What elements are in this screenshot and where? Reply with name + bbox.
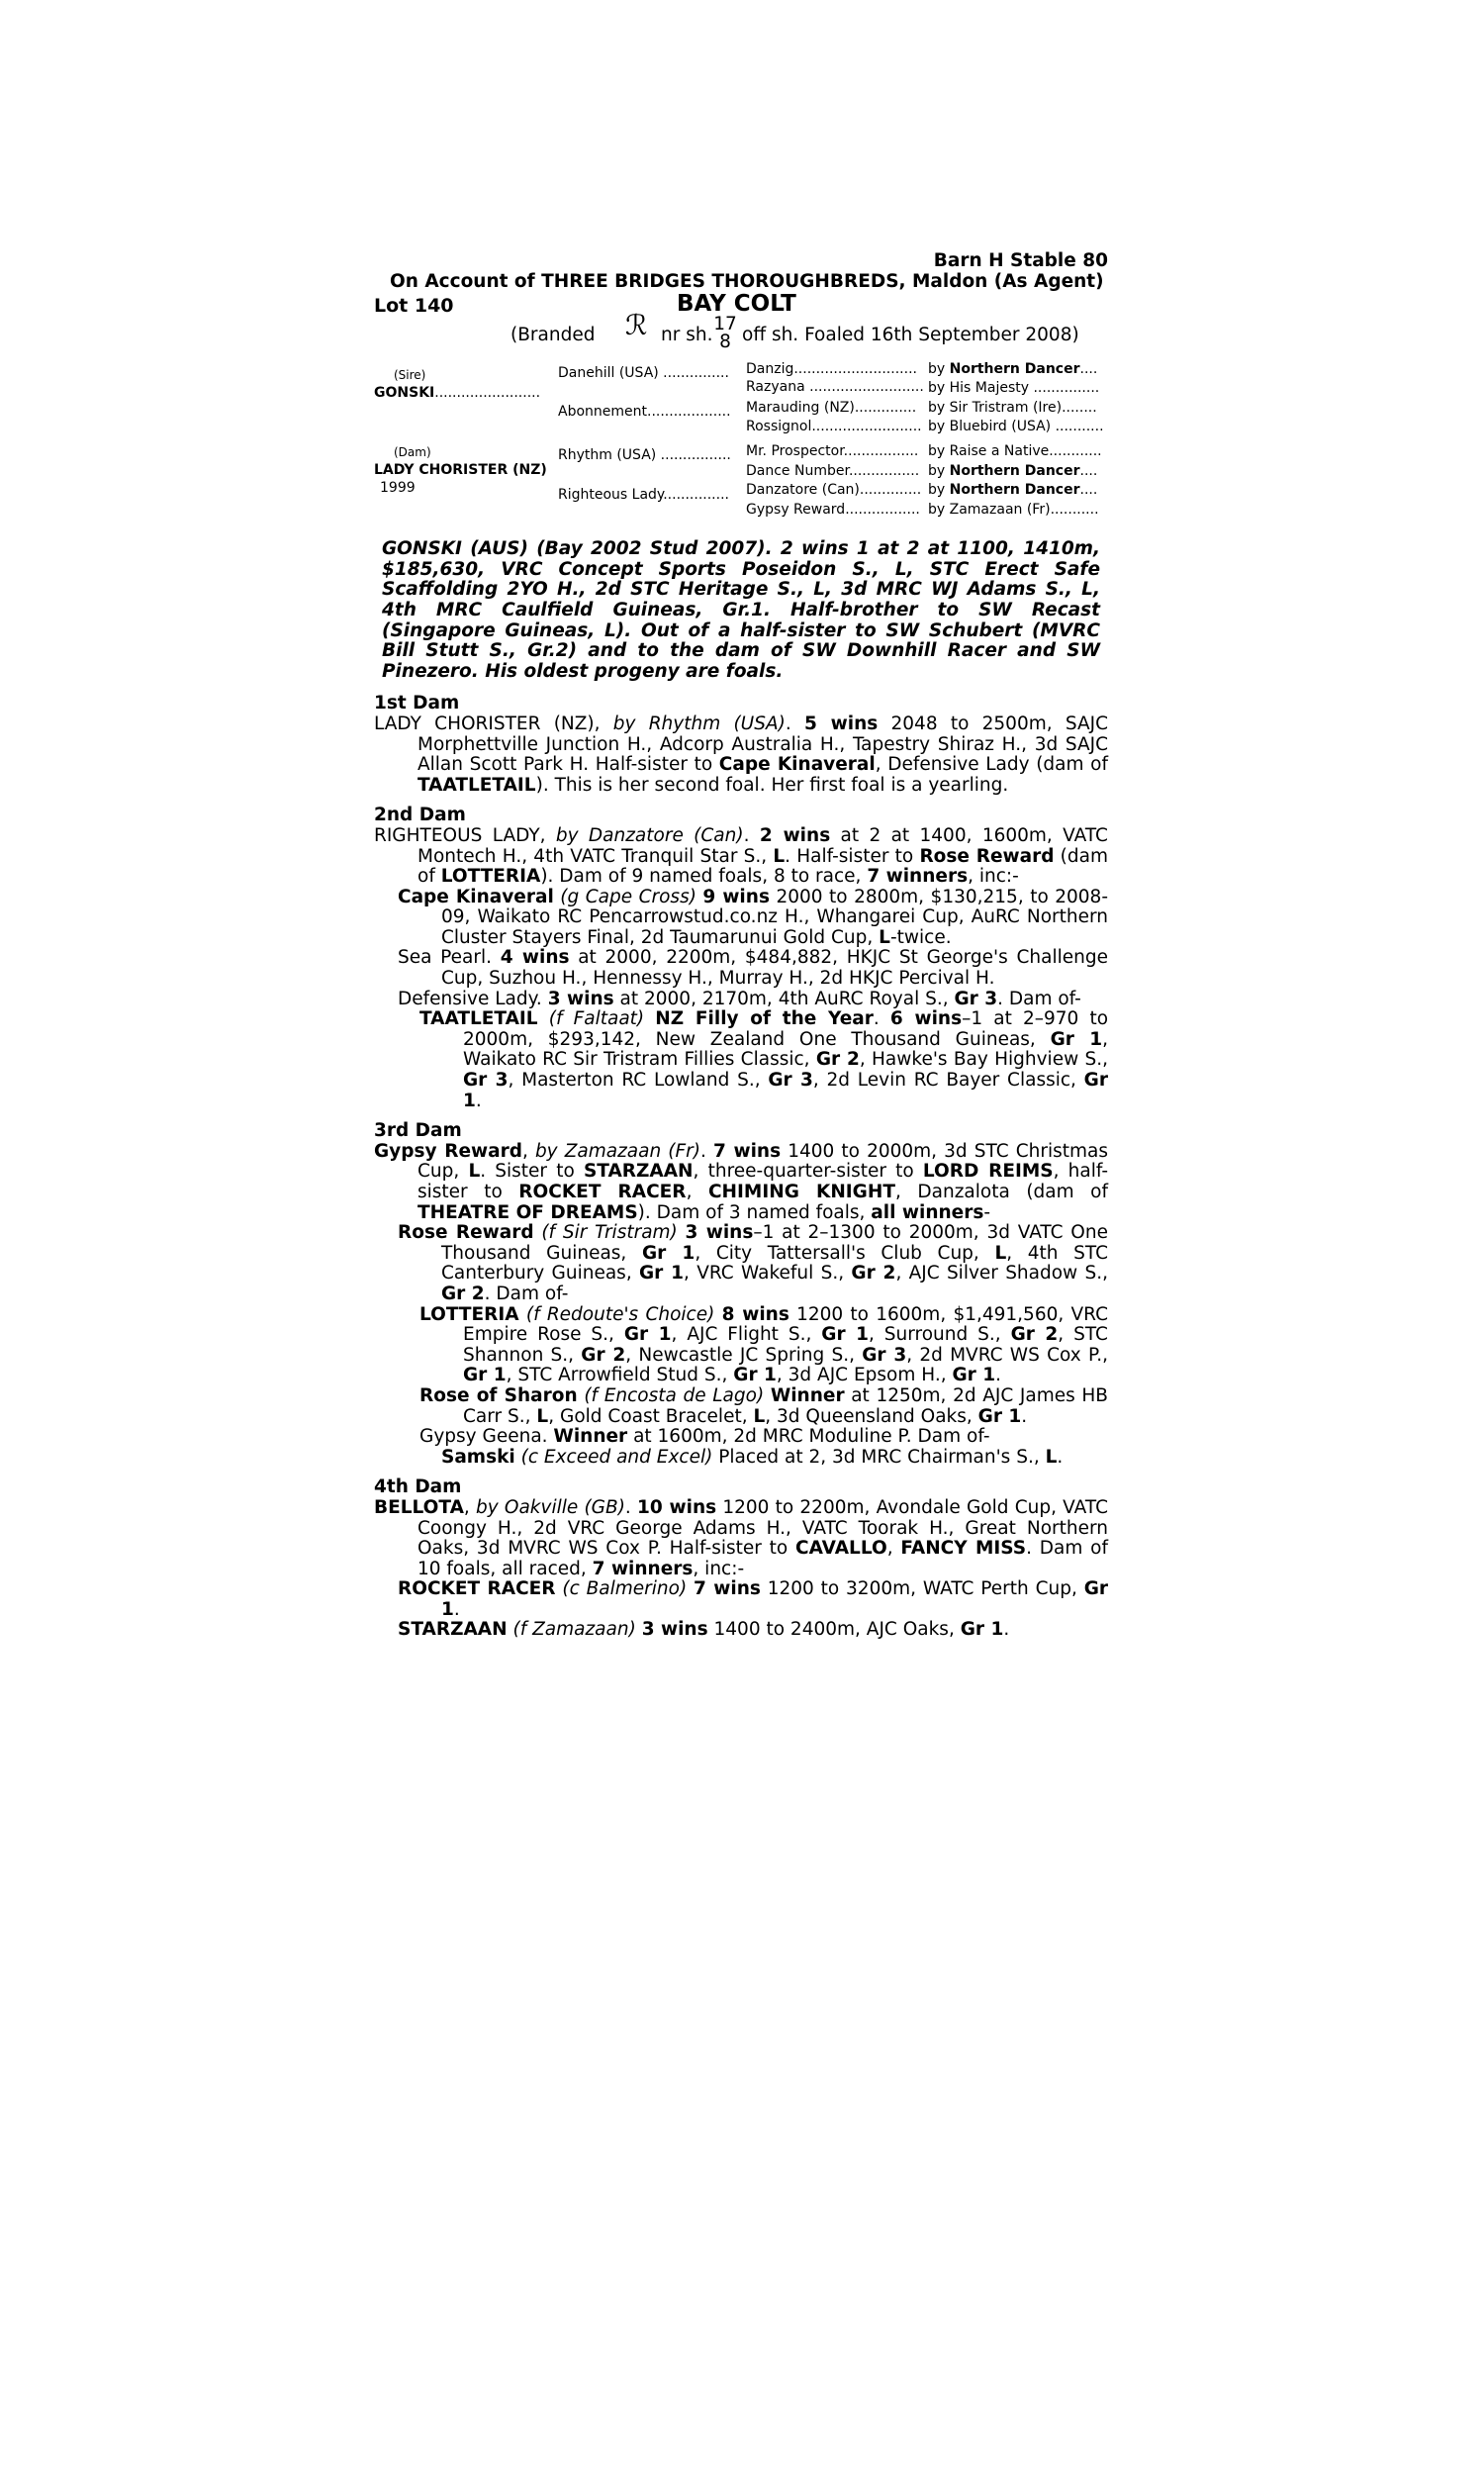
text-run: ,: [463, 1496, 476, 1518]
text-run: CHIMING KNIGHT: [707, 1182, 895, 1202]
gen2-sire-dam: Abonnement...................: [558, 404, 731, 421]
text-run: Gr 1: [441, 1578, 1108, 1620]
text-run: at 1250m, 2d AJC James HB Carr S.,: [463, 1384, 1108, 1427]
text-run: ). Dam of 9 named foals, 8 to race,: [540, 866, 868, 888]
text-run: Gr 1: [733, 1365, 777, 1386]
lot-row: [374, 291, 1108, 320]
pedigree-paragraph: [398, 990, 1108, 1010]
text-run: at 2000, 2170m, 4th AuRC Royal S.,: [613, 988, 955, 1009]
gen4-2: by His Majesty ...............: [928, 380, 1100, 397]
text-run: (dam of: [417, 845, 1108, 888]
text-run: Gr 3: [862, 1344, 907, 1366]
pedigree-paragraph: [419, 1427, 1108, 1448]
text-run: -: [983, 1201, 991, 1223]
text-run: , Danzalota (dam of: [894, 1182, 1108, 1202]
text-run: , Defensive Lady (dam of: [875, 754, 1108, 776]
text-run: by Oakville (GB): [475, 1496, 625, 1518]
text-run: . Dam of-: [484, 1283, 569, 1304]
pedigree-paragraph: [398, 1620, 1108, 1641]
dam-year: 1999: [380, 480, 416, 497]
branded-prefix: (Branded: [510, 325, 596, 346]
text-run: .: [1003, 1619, 1010, 1641]
text-run: 7 winners: [592, 1558, 694, 1579]
gen3-5: Mr. Prospector.................: [746, 443, 919, 460]
text-run: Cape Kinaveral: [718, 754, 876, 776]
text-run: THEATRE OF DREAMS: [417, 1201, 638, 1223]
text-run: ,: [686, 1182, 708, 1202]
text-run: Gr 3: [768, 1070, 813, 1092]
brand-position: nr sh.: [661, 325, 713, 346]
text-run: (c Balmerino): [555, 1578, 695, 1600]
text-run: BELLOTA: [374, 1496, 464, 1518]
text-run: TAATLETAIL: [419, 1008, 538, 1030]
text-run: ). This is her second foal. Her first foal is a yearling.: [535, 774, 1009, 796]
text-run: Gr 1: [639, 1263, 685, 1285]
text-run: Defensive Lady.: [398, 988, 548, 1009]
text-run: .: [995, 1365, 1001, 1386]
text-run: (f Redoute's Choice): [518, 1303, 722, 1325]
pedigree-table: [374, 363, 1108, 520]
gen4-3: by Sir Tristram (Ire)........: [928, 400, 1097, 417]
text-run: 8 wins: [721, 1303, 789, 1325]
text-run: (g Cape Cross): [553, 886, 703, 907]
text-run: Rose of Sharon: [419, 1384, 578, 1406]
foaled-text: off sh. Foaled 16th September 2008): [742, 325, 1079, 346]
text-run: , inc:-: [693, 1558, 745, 1579]
text-run: Gr 1: [952, 1365, 996, 1386]
text-run: Gr 1: [1050, 1028, 1103, 1050]
text-run: L: [879, 926, 890, 948]
sire-name: GONSKI: [374, 385, 435, 402]
text-run: Gr 1: [463, 1365, 507, 1386]
text-run: , AJC Silver Shadow S.,: [895, 1263, 1108, 1285]
text-run: Gr 2: [815, 1049, 860, 1071]
gen3-1: Danzig............................: [746, 361, 917, 378]
text-run: Sea Pearl.: [398, 947, 501, 969]
text-run: Gr 3: [463, 1070, 509, 1092]
text-run: 1200 to 3200m, WATC Perth Cup,: [760, 1578, 1084, 1600]
text-run: Gr 1: [821, 1324, 869, 1346]
text-run: 10 wins: [637, 1496, 717, 1518]
lot-number: Lot 140: [374, 295, 454, 318]
text-run: 5 wins: [803, 713, 879, 734]
sire-entry: [374, 385, 540, 401]
page-title: BAY COLT: [677, 291, 796, 318]
text-run: , Gold Coast Bracelet,: [548, 1405, 754, 1427]
pedigree-paragraph: [374, 826, 1108, 888]
pedigree-paragraph: [398, 948, 1108, 989]
text-run: , Hawke's Bay Highview S.,: [859, 1049, 1108, 1071]
text-run: Cape Kinaveral: [398, 886, 554, 907]
text-run: 2 wins: [759, 824, 831, 846]
text-run: .: [453, 1598, 460, 1620]
text-run: , Newcastle JC Spring S.,: [625, 1344, 863, 1366]
text-run: . Dam of 10 foals, all raced,: [417, 1538, 1108, 1579]
text-run: (f Sir Tristram): [533, 1222, 686, 1244]
text-run: .: [699, 1140, 713, 1162]
brand-number: [710, 316, 740, 351]
text-run: , 3d AJC Epsom H.,: [776, 1365, 953, 1386]
catalogue-page: [374, 251, 1108, 1641]
text-run: .: [743, 824, 760, 846]
text-run: ). Dam of 3 named foals,: [637, 1201, 872, 1223]
text-run: . Sister to: [480, 1161, 584, 1183]
text-run: RIGHTEOUS LADY,: [374, 824, 556, 846]
text-run: 1200 to 1600m, $1,491,560, VRC Empire Rose S.,: [463, 1303, 1108, 1346]
text-run: STARZAAN: [583, 1161, 694, 1183]
dam-heading: 1st Dam: [374, 693, 460, 714]
gen2-dam-sire: Rhythm (USA) ................: [558, 447, 731, 464]
text-run: Gr 1: [977, 1405, 1022, 1427]
pedigree-paragraph: [419, 1305, 1108, 1386]
text-run: Placed at 2, 3d MRC Chairman's S.,: [718, 1446, 1046, 1468]
text-run: Gr 1: [641, 1242, 696, 1264]
text-run: , 2d MVRC WS Cox P.,: [906, 1344, 1108, 1366]
text-run: all winners: [871, 1201, 984, 1223]
gen4-1: by Northern Dancer....: [928, 361, 1098, 378]
text-run: -twice.: [889, 926, 952, 948]
dam-name: LADY CHORISTER (NZ): [374, 462, 547, 479]
dams-section: [374, 694, 1108, 1641]
text-run: by Rhythm (USA): [612, 713, 786, 734]
text-run: , STC Shannon S.,: [463, 1324, 1108, 1366]
text-run: Winner: [553, 1426, 628, 1448]
text-run: .: [785, 713, 804, 734]
pedigree-paragraph: [398, 1223, 1108, 1304]
text-run: , inc:-: [968, 866, 1019, 888]
gen4-6: by Northern Dancer....: [928, 463, 1098, 480]
brand-number-bottom: 8: [719, 332, 731, 353]
gen3-8: Gypsy Reward.................: [746, 502, 920, 519]
text-run: , City Tattersall's Club Cup,: [695, 1242, 995, 1264]
text-run: , Waikato RC Sir Tristram Fillies Classic,: [463, 1028, 1108, 1071]
text-run: LADY CHORISTER (NZ),: [374, 713, 613, 734]
gen3-2: Razyana ..........................: [746, 379, 924, 396]
dam-heading: 3rd Dam: [374, 1120, 462, 1142]
text-run: by Danzatore (Can): [555, 824, 744, 846]
text-run: LOTTERIA: [419, 1303, 519, 1325]
text-run: , half-sister to: [417, 1161, 1109, 1202]
text-run: 3 wins: [685, 1222, 754, 1244]
text-run: 7 winners: [867, 866, 969, 888]
text-run: –1 at 2–1300 to 2000m, 3d VATC One Thousand Guineas,: [441, 1222, 1108, 1264]
text-run: , AJC Flight S.,: [671, 1324, 822, 1346]
text-run: –1 at 2–970 to 2000m, $293,142, New Zealand One Thousand Guineas,: [463, 1008, 1109, 1050]
text-run: L: [468, 1161, 481, 1183]
text-run: . Dam of-: [997, 988, 1081, 1009]
text-run: ROCKET RACER: [398, 1578, 556, 1600]
text-run: , three-quarter-sister to: [693, 1161, 923, 1183]
gen2-sire-sire: Danehill (USA) ...............: [558, 365, 729, 382]
barn-stable: Barn H Stable 80: [933, 250, 1108, 271]
pedigree-paragraph: [398, 888, 1108, 949]
text-run: Samski: [441, 1446, 515, 1468]
gen2-dam-dam: Righteous Lady...............: [558, 487, 729, 504]
brand-number-top: 17: [713, 314, 737, 335]
gen4-5: by Raise a Native............: [928, 443, 1102, 460]
text-run: Gypsy Geena.: [419, 1426, 554, 1448]
text-run: TAATLETAIL: [417, 774, 536, 796]
gen4-4: by Bluebird (USA) ...........: [928, 419, 1104, 435]
text-run: ,: [521, 1140, 535, 1162]
text-run: .: [1021, 1405, 1028, 1427]
text-run: 3 wins: [547, 988, 614, 1009]
text-run: 7 wins: [694, 1578, 761, 1600]
text-run: (f Zamazaan): [507, 1619, 642, 1641]
gen4-7: by Northern Dancer....: [928, 482, 1098, 499]
text-run: .: [1057, 1446, 1064, 1468]
text-run: 9 wins: [702, 886, 770, 907]
sire-dots: ........................: [434, 385, 541, 402]
text-run: 2000 to 2800m, $130,215, to 2008-09, Waikato RC Pencarrowstud.co.nz H., Whangarei Cup, AuRC Northern Cluster Stayers Final, 2d Taumarunui Gold Cup,: [441, 886, 1109, 948]
text-run: 1400 to 2400m, AJC Oaks,: [707, 1619, 961, 1641]
text-run: L: [1045, 1446, 1058, 1468]
text-run: L: [753, 1405, 766, 1427]
text-run: L: [536, 1405, 549, 1427]
pedigree-paragraph: [441, 1448, 1108, 1469]
text-run: Gr 2: [581, 1344, 626, 1366]
text-run: NZ Filly of the Year: [655, 1008, 874, 1030]
text-run: Gr 1: [960, 1619, 1004, 1641]
text-run: ,: [886, 1538, 901, 1560]
text-run: 2048 to 2500m, SAJC Morphettville Junction H., Adcorp Australia H., Tapestry Shiraz H., 3d SAJC Allan Scott Park H. Half-sister to: [417, 713, 1108, 776]
text-run: at 2 at 1400, 1600m, VATC Montech H., 4th VATC Tranquil Star S.,: [417, 824, 1108, 867]
text-run: Rose Reward: [919, 845, 1055, 867]
text-run: (c Exceed and Excel): [514, 1446, 719, 1468]
text-run: .: [873, 1008, 890, 1030]
gen3-4: Rossignol.........................: [746, 419, 922, 435]
text-run: LOTTERIA: [440, 866, 541, 888]
text-run: .: [624, 1496, 638, 1518]
text-run: 4 wins: [500, 947, 570, 969]
text-run: Gr 3: [954, 988, 998, 1009]
text-run: Gr 1: [463, 1070, 1108, 1111]
dam-heading: 4th Dam: [374, 1476, 462, 1498]
text-run: FANCY MISS: [900, 1538, 1027, 1560]
pedigree-paragraph: [374, 714, 1108, 796]
text-run: LORD REIMS: [922, 1161, 1054, 1183]
sire-label: (Sire): [394, 368, 426, 383]
text-run: , 2d Levin RC Bayer Classic,: [812, 1070, 1084, 1092]
gen3-7: Danzatore (Can)..............: [746, 482, 922, 499]
text-run: STARZAAN: [398, 1619, 508, 1641]
text-run: , Masterton RC Lowland S.,: [508, 1070, 769, 1092]
text-run: at 1600m, 2d MRC Moduline P. Dam of-: [627, 1426, 990, 1448]
gen3-3: Marauding (NZ)..............: [746, 400, 917, 417]
pedigree-paragraph: [398, 1579, 1108, 1620]
text-run: Gr 1: [623, 1324, 672, 1346]
text-run: , 3d Queensland Oaks,: [765, 1405, 978, 1427]
text-run: . Half-sister to: [785, 845, 920, 867]
text-run: L: [773, 845, 786, 867]
brand-line: [374, 309, 1108, 363]
text-run: 6 wins: [889, 1008, 963, 1030]
gen4-8: by Zamazaan (Fr)...........: [928, 502, 1099, 519]
text-run: .: [475, 1090, 482, 1111]
text-run: 3 wins: [641, 1619, 708, 1641]
sire-summary: GONSKI (AUS) (Bay 2002 Stud 2007). 2 wins 1 at 2 at 1100, 1410m, $185,630, VRC Concept Sports Poseidon S., L, STC Erect Safe Scaffolding 2YO H., 2d STC Heritage S., L, 3d MRC WJ Adams S., L, 4th MRC Caulfield Guineas, Gr.1. Half-brother to SW Recast (Singapore Guineas, L). Out of a half-sister to SW Schubert (MVRC Bill Stutt S., Gr.2) and to the dam of SW Downhill Racer and SW Pinezero. His oldest progeny are foals.: [382, 538, 1100, 682]
text-run: , VRC Wakeful S.,: [684, 1263, 852, 1285]
dam-heading: 2nd Dam: [374, 805, 466, 826]
pedigree-paragraph: [374, 1142, 1108, 1223]
text-run: ROCKET RACER: [518, 1182, 687, 1202]
pedigree-paragraph: [419, 1386, 1108, 1427]
text-run: 1200 to 2200m, Avondale Gold Cup, VATC Coongy H., 2d VRC George Adams H., VATC Toorak H., Great Northern Oaks, 3d MVRC WS Cox P. Half-sister to: [417, 1496, 1108, 1560]
text-run: 7 wins: [712, 1140, 782, 1162]
text-run: Gr 2: [441, 1283, 485, 1304]
text-run: by Zamazaan (Fr): [534, 1140, 700, 1162]
text-run: Gypsy Reward: [374, 1140, 522, 1162]
text-run: , STC Arrowfield Stud S.,: [506, 1365, 734, 1386]
gen3-6: Dance Number................: [746, 463, 920, 480]
text-run: 1400 to 2000m, 3d STC Christmas Cup,: [417, 1140, 1109, 1183]
pedigree-paragraph: [419, 1009, 1108, 1111]
text-run: at 2000, 2200m, $484,882, HKJC St George's Challenge Cup, Suzhou H., Hennessy H., Murray H., 2d HKJC Percival H.: [441, 947, 1108, 990]
text-run: (f Faltaat): [537, 1008, 656, 1030]
text-run: (f Encosta de Lago): [577, 1384, 771, 1406]
text-run: , 4th STC Canterbury Guineas,: [441, 1242, 1108, 1285]
text-run: L: [994, 1242, 1007, 1264]
text-run: Gr 2: [1010, 1324, 1059, 1346]
pedigree-paragraph: [374, 1498, 1108, 1579]
text-run: Rose Reward: [398, 1222, 534, 1244]
text-run: CAVALLO: [795, 1538, 887, 1560]
text-run: , Surround S.,: [868, 1324, 1011, 1346]
on-account-line: On Account of THREE BRIDGES THOROUGHBREDS, Maldon (As Agent): [390, 270, 1104, 292]
text-run: Winner: [770, 1384, 845, 1406]
brand-mark-icon: ℛ: [625, 309, 648, 342]
text-run: Gr 2: [851, 1263, 896, 1285]
dam-label: (Dam): [394, 445, 431, 460]
